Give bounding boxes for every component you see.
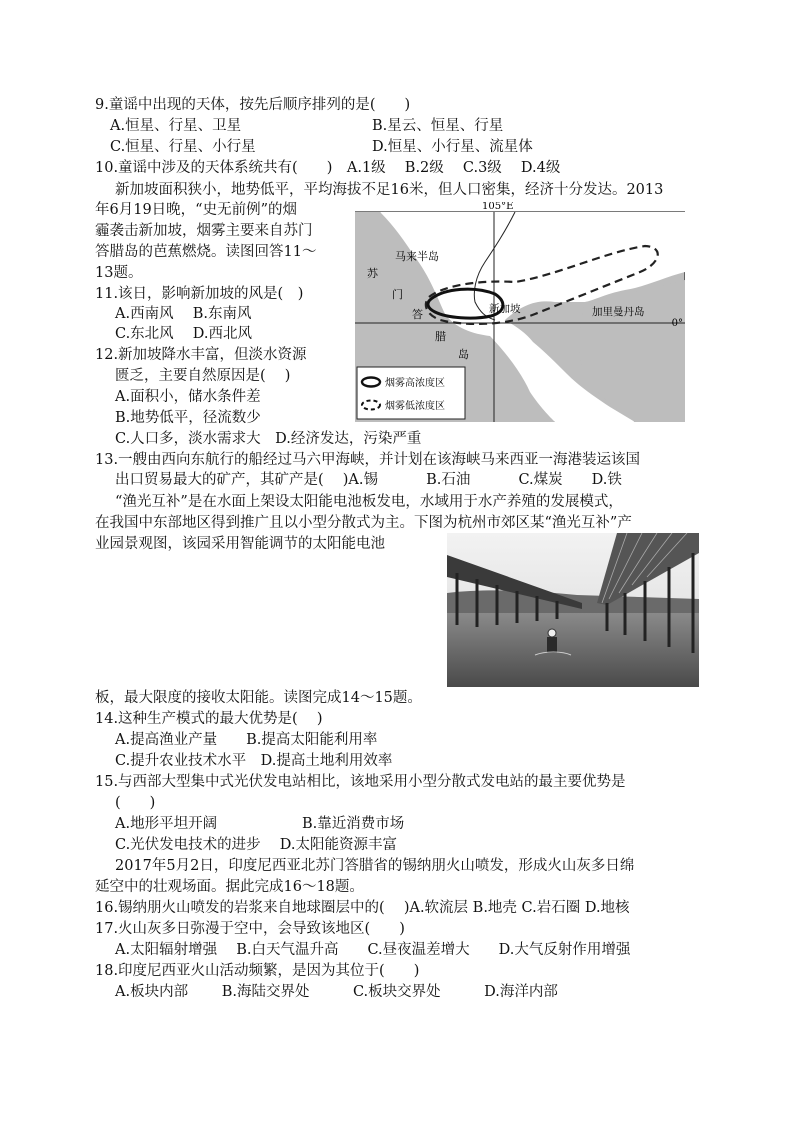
q9-option-a: A.恒星、行星、卫星 <box>110 118 242 134</box>
q9-stem: 9.童谣中出现的天体，按先后顺序排列的是( ) <box>95 97 411 113</box>
fishery-solar-photo <box>447 533 699 687</box>
q14-stem: 14.这种生产模式的最大优势是( ) <box>95 711 323 727</box>
label-dao: 岛 <box>458 348 469 361</box>
passage1-line5: 13题。 <box>95 265 143 281</box>
passage1-line3: 霾袭击新加坡，烟雾主要来自苏门 <box>95 223 313 239</box>
q14-options-ab: A.提高渔业产量 B.提高太阳能利用率 <box>115 732 378 748</box>
passage2-line4: 板，最大限度的接收太阳能。读图完成14～15题。 <box>95 690 422 706</box>
q17-options: A.太阳辐射增强 B.白天气温升高 C.昼夜温差增大 D.大气反射作用增强 <box>115 942 631 958</box>
q18-stem: 18.印度尼西亚火山活动频繁，是因为其位于( ) <box>95 963 420 979</box>
q13-stem-line2: 出口贸易最大的矿产，其矿产是( )A.锡 B.石油 C.煤炭 D.铁 <box>115 472 622 488</box>
q10-line: 10.童谣中涉及的天体系统共有( ) A.1级 B.2级 C.3级 D.4级 <box>95 160 561 176</box>
q18-options: A.板块内部 B.海陆交界处 C.板块交界处 D.海洋内部 <box>115 984 558 1000</box>
worker-figure <box>547 637 557 653</box>
q16-line: 16.锡纳朋火山喷发的岩浆来自地球圈层中的( )A.软流层 B.地壳 C.岩石圈 D.地核 <box>95 900 630 916</box>
q9-option-b: B.星云、恒星、行星 <box>372 118 504 134</box>
sumatra-singapore-map <box>355 202 685 422</box>
q9-option-c: C.恒星、行星、小行星 <box>110 139 256 155</box>
passage1-line4: 答腊岛的芭蕉燃烧。读图回答11～ <box>95 244 317 260</box>
q11-options-ab: A.西南风 B.东南风 <box>115 306 252 322</box>
label-kalimantan: 加里曼丹岛 <box>592 306 645 318</box>
label-la: 腊 <box>435 330 446 343</box>
lat-label: 0° <box>671 318 683 329</box>
q15-options-cd: C.光伏发电技术的进步 D.太阳能资源丰富 <box>115 837 398 853</box>
q15-stem-line1: 15.与西部大型集中式光伏发电站相比，该地采用小型分散式发电站的最主要优势是 <box>95 774 626 790</box>
q9-option-d: D.恒星、小行星、流星体 <box>372 139 533 155</box>
passage2-line2: 在我国中东部地区得到推广且以小型分散式为主。下图为杭州市郊区某“渔光互补”产 <box>95 515 632 531</box>
q12-option-b: B.地势低平，径流数少 <box>115 410 261 426</box>
label-da: 答 <box>412 308 423 321</box>
q15-stem-line2: ( ) <box>115 795 156 811</box>
q15-option-a: A.地形平坦开阔 <box>115 816 218 832</box>
label-su: 苏 <box>367 267 378 280</box>
worker-hat <box>548 629 556 637</box>
passage3-line2: 延空中的壮观场面。据此完成16～18题。 <box>95 879 364 895</box>
q12-options-cd: C.人口多，淡水需求大 D.经济发达，污染严重 <box>115 431 422 447</box>
q15-option-b: B.靠近消费市场 <box>302 816 405 832</box>
q11-stem: 11.该日，影响新加坡的风是( ) <box>95 286 304 302</box>
q17-stem: 17.火山灰多日弥漫于空中，会导致该地区( ) <box>95 921 405 937</box>
lon-label: 105°E <box>482 202 514 212</box>
q12-stem-line2: 匮乏，主要自然原因是( ) <box>115 368 291 384</box>
q14-options-cd: C.提升农业技术水平 D.提高土地利用效率 <box>115 753 393 769</box>
passage1-line2: 年6月19日晚，“史无前例”的烟 <box>95 202 298 218</box>
legend-low-label: 烟雾低浓度区 <box>385 401 445 412</box>
photo-water <box>447 613 699 687</box>
label-malay-peninsula: 马来半岛 <box>395 250 439 263</box>
q12-option-a: A.面积小，储水条件差 <box>115 389 261 405</box>
passage2-line1: “渔光互补”是在水面上架设太阳能电池板发电，水域用于水产养殖的发展模式， <box>115 494 623 510</box>
q12-stem-line1: 12.新加坡降水丰富，但淡水资源 <box>95 347 307 363</box>
legend-high-label: 烟雾高浓度区 <box>385 378 445 389</box>
q11-options-cd: C.东北风 D.西北风 <box>115 326 253 342</box>
passage1-line1: 新加坡面积狭小，地势低平，平均海拔不足16米，但人口密集，经济十分发达。2013 <box>115 182 664 198</box>
passage2-line3: 业园景观图，该园采用智能调节的太阳能电池 <box>95 536 385 552</box>
passage3-line1: 2017年5月2日，印度尼西亚北苏门答腊省的锡纳朋火山喷发，形成火山灰多日绵 <box>115 858 635 874</box>
label-men: 门 <box>392 288 403 301</box>
q13-stem-line1: 13.一艘由西向东航行的船经过马六甲海峡，并计划在该海峡马来西亚一海港装运该国 <box>95 452 641 468</box>
label-singapore: 新加坡 <box>489 303 521 315</box>
